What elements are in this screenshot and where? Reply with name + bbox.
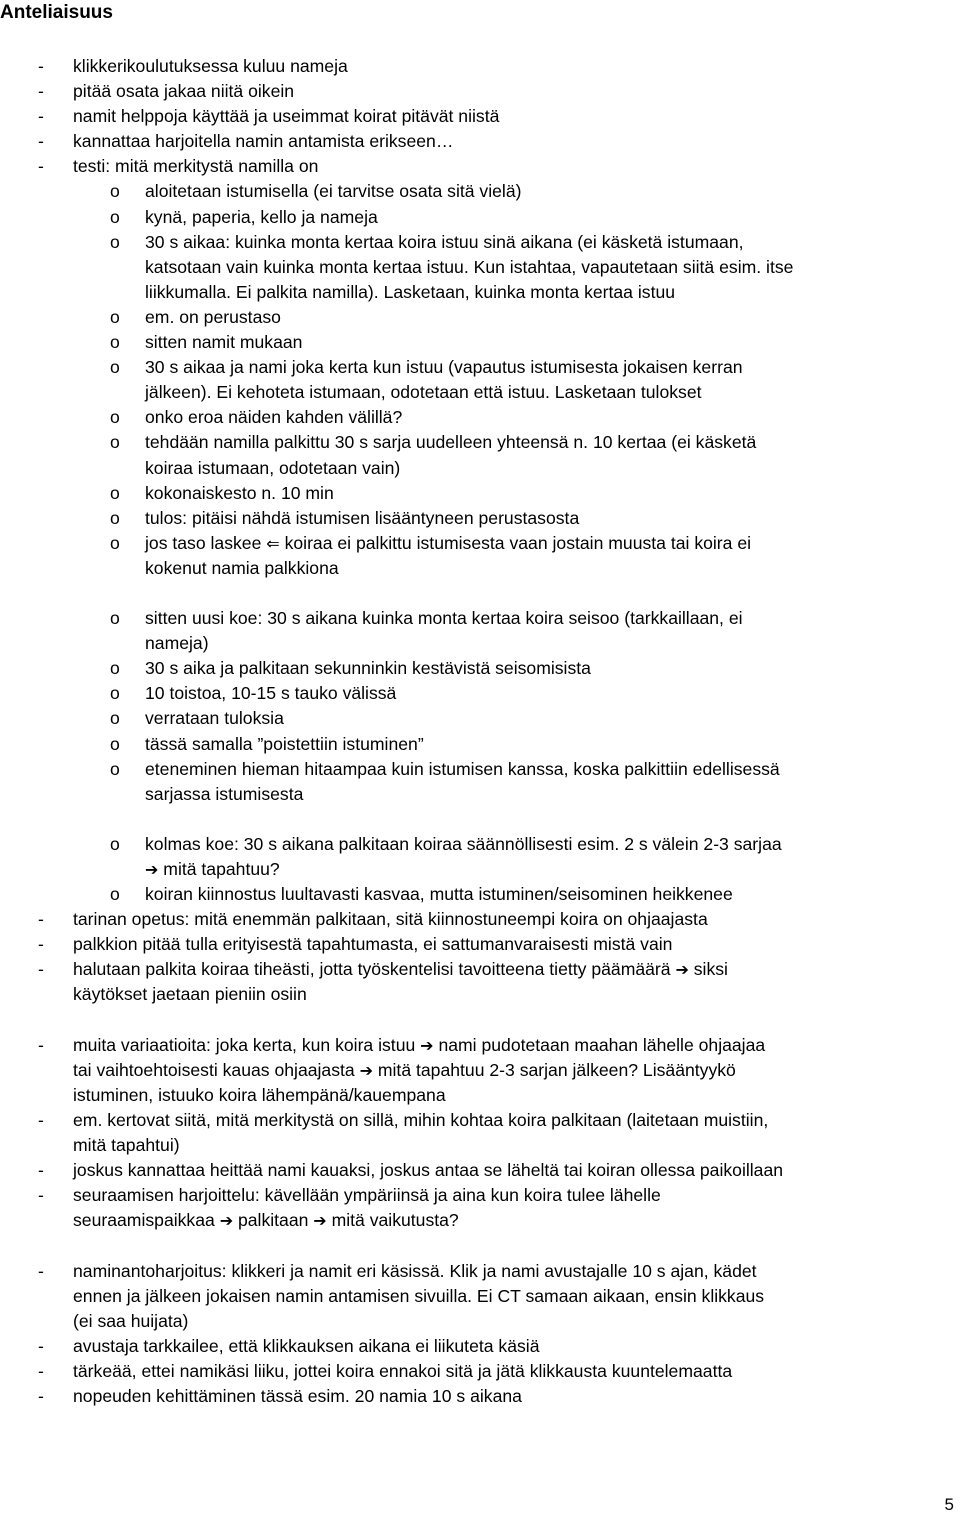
- document-body: [0, 54, 960, 1409]
- sub-list-item: [0, 606, 960, 631]
- list-item-text: avustaja tarkkailee, että klikkauksen aikana ei liikuteta käsiä: [73, 1335, 540, 1356]
- list-item: [0, 1183, 960, 1208]
- sub-list-item: [0, 556, 960, 581]
- dash-bullet: -: [38, 1160, 44, 1181]
- sub-list-item: [0, 506, 960, 531]
- list-item-text: koiraa istumaan, odotetaan vain): [145, 457, 401, 478]
- circle-bullet: o: [110, 181, 120, 202]
- list-item-text: 30 s aikaa: kuinka monta kertaa koira istuu sinä aikana (ei käsketä istumaan,: [145, 231, 744, 252]
- list-item-text: sarjassa istumisesta: [145, 783, 304, 804]
- dash-bullet: -: [38, 56, 44, 76]
- sub-list-item: [0, 706, 960, 731]
- list-item-text: sitten uusi koe: 30 s aikana kuinka monta kertaa koira seisoo (tarkkaillaan, ei: [145, 608, 743, 629]
- sub-list-item: [0, 882, 960, 907]
- sub-list-item: [0, 205, 960, 230]
- list-item-text: 30 s aika ja palkitaan sekunninkin kestävistä seisomisista: [145, 658, 591, 679]
- list-item-text: nopeuden kehittäminen tässä esim. 20 namia 10 s aikana: [73, 1385, 522, 1406]
- list-item-text: tässä samalla ”poistettiin istuminen”: [145, 733, 424, 754]
- list-item-text: tärkeää, ettei namikäsi liiku, jottei koira ennakoi sitä ja jätä klikkausta kuuntelemaatta: [73, 1360, 733, 1381]
- list-item: [0, 1284, 960, 1309]
- list-item-text: palkkion pitää tulla erityisestä tapahtumasta, ei sattumanvaraisesti mistä vain: [73, 934, 673, 955]
- dash-bullet: -: [38, 1260, 44, 1281]
- list-item: [0, 1108, 960, 1133]
- list-item-text: klikkerikoulutuksessa kuluu nameja: [73, 56, 348, 76]
- sub-list-item: [0, 330, 960, 355]
- circle-bullet: o: [110, 231, 120, 252]
- list-item-text: seuraamispaikkaa ➔ palkitaan ➔ mitä vaikutusta?: [73, 1210, 459, 1231]
- arrow-right-icon: ➔: [313, 1211, 327, 1231]
- list-item: [0, 1384, 960, 1409]
- arrow-right-icon: ➔: [219, 1211, 234, 1231]
- dash-bullet: -: [38, 1034, 44, 1055]
- blank-line: [0, 581, 960, 606]
- list-item-text: (ei saa huijata): [73, 1310, 189, 1331]
- list-item-text: käytökset jaetaan pieniin osiin: [73, 984, 307, 1005]
- sub-list-item: [0, 732, 960, 757]
- sub-list-item: [0, 631, 960, 656]
- list-item-text: istuminen, istuuko koira lähempänä/kauempana: [73, 1084, 446, 1105]
- dash-bullet: -: [38, 1385, 44, 1406]
- list-item-text: jos taso laskee ⇐ koiraa ei palkittu istumisesta vaan jostain muusta tai koira ei: [145, 532, 752, 553]
- list-item: [0, 982, 960, 1007]
- list-item-text: tai vaihtoehtoisesti kauas ohjaajasta ➔ mitä tapahtuu 2-3 sarjan jälkeen? Lisääntyykö: [73, 1059, 736, 1080]
- sub-list-item: [0, 230, 960, 255]
- list-item-text: sitten namit mukaan: [145, 332, 303, 353]
- circle-bullet: o: [110, 532, 120, 553]
- page-number: 5: [944, 1495, 954, 1514]
- dash-bullet: -: [38, 131, 44, 152]
- sub-list-item: [0, 305, 960, 330]
- circle-bullet: o: [110, 206, 120, 227]
- list-item-text: verrataan tuloksia: [145, 708, 284, 729]
- list-item: [0, 1158, 960, 1183]
- sub-list-item: [0, 481, 960, 506]
- arrow-right-icon: ➔: [145, 860, 159, 879]
- list-item: [0, 1359, 960, 1384]
- circle-bullet: o: [110, 332, 120, 353]
- dash-bullet: -: [38, 81, 44, 102]
- dash-bullet: -: [38, 156, 44, 177]
- list-item-text: katsotaan vain kuinka monta kertaa istuu. Kun istahtaa, vapautetaan siitä esim. itse: [145, 256, 794, 277]
- list-item-text: kokenut namia palkkiona: [145, 557, 339, 578]
- list-item-text: onko eroa näiden kahden välillä?: [145, 407, 403, 428]
- list-item-text: namit helppoja käyttää ja useimmat koirat pitävät niistä: [73, 106, 500, 127]
- sub-list-item: [0, 656, 960, 681]
- list-item-text: em. kertovat siitä, mitä merkitystä on sillä, mihin kohtaa koira palkitaan (laitetaan muistiin,: [73, 1109, 769, 1130]
- list-item: [0, 79, 960, 104]
- sub-list-item: [0, 857, 960, 882]
- list-item-text: kolmas koe: 30 s aikana palkitaan koiraa säännöllisesti esim. 2 s välein 2-3 sarjaa: [145, 833, 782, 854]
- list-item-text: nameja): [145, 633, 209, 654]
- list-item-text: jälkeen). Ei kehoteta istumaan, odotetaan että istuu. Lasketaan tulokset: [145, 382, 702, 403]
- sub-list-item: [0, 179, 960, 204]
- list-item-text: pitää osata jakaa niitä oikein: [73, 81, 295, 102]
- list-item: [0, 1309, 960, 1334]
- list-item-text: em. on perustaso: [145, 306, 281, 327]
- list-item-text: kynä, paperia, kello ja nameja: [145, 206, 378, 227]
- sub-list-item: [0, 832, 960, 857]
- circle-bullet: o: [110, 357, 120, 378]
- list-item-text: muita variaatioita: joka kerta, kun koira istuu ➔ nami pudotetaan maahan lähelle ohjaajaa: [73, 1034, 766, 1055]
- list-item-text: koiran kiinnostus luultavasti kasvaa, mutta istuminen/seisominen heikkenee: [145, 884, 733, 905]
- list-item-text: eteneminen hieman hitaampaa kuin istumisen kanssa, koska palkittiin edellisessä: [145, 758, 780, 779]
- list-item-text: ➔ mitä tapahtuu?: [145, 859, 280, 879]
- list-item-text: tehdään namilla palkittu 30 s sarja uudelleen yhteensä n. 10 kertaa (ei käsketä: [145, 432, 757, 453]
- list-item-text: naminantoharjoitus: klikkeri ja namit eri käsissä. Klik ja nami avustajalle 10 s ajan, kädet: [73, 1260, 757, 1281]
- list-item-text: testi: mitä merkitystä namilla on: [73, 156, 319, 177]
- list-item-text: 30 s aikaa ja nami joka kerta kun istuu (vapautus istumisesta jokaisen kerran: [145, 357, 743, 378]
- dash-bullet: -: [38, 106, 44, 127]
- list-item-text: kannattaa harjoitella namin antamista erikseen…: [73, 131, 454, 152]
- circle-bullet: o: [110, 407, 120, 428]
- list-item: [0, 1133, 960, 1158]
- list-item: [0, 1259, 960, 1284]
- circle-bullet: o: [110, 683, 120, 704]
- sub-list-item: [0, 782, 960, 807]
- circle-bullet: o: [110, 733, 120, 754]
- list-item: [0, 907, 960, 932]
- circle-bullet: o: [110, 482, 120, 503]
- circle-bullet: o: [110, 608, 120, 629]
- list-item: [0, 1334, 960, 1359]
- list-item-text: kokonaiskesto n. 10 min: [145, 482, 334, 503]
- dash-bullet: -: [38, 909, 44, 930]
- sub-list-item: [0, 430, 960, 455]
- sub-list-item: [0, 380, 960, 405]
- list-item: [0, 1083, 960, 1108]
- blank-line: [0, 807, 960, 832]
- circle-bullet: o: [110, 658, 120, 679]
- circle-bullet: o: [110, 306, 120, 327]
- dash-bullet: -: [38, 1185, 44, 1206]
- list-item: [0, 1208, 960, 1233]
- sub-list-item: [0, 255, 960, 280]
- sub-list-item: [0, 757, 960, 782]
- blank-line: [0, 1233, 960, 1258]
- circle-bullet: o: [110, 758, 120, 779]
- arrow-left-icon: ⇐: [266, 533, 280, 553]
- list-item-text: halutaan palkita koiraa tiheästi, jotta työskentelisi tavoitteena tietty päämäärä ➔ siksi: [73, 959, 728, 980]
- list-item-text: aloitetaan istumisella (ei tarvitse osata sitä vielä): [145, 181, 522, 202]
- list-item: [0, 104, 960, 129]
- sub-list-item: [0, 280, 960, 305]
- circle-bullet: o: [110, 884, 120, 905]
- dash-bullet: -: [38, 1335, 44, 1356]
- dash-bullet: -: [38, 1360, 44, 1381]
- list-item: [0, 1058, 960, 1083]
- list-item-text: 10 toistoa, 10-15 s tauko välissä: [145, 683, 397, 704]
- blank-line: [0, 1008, 960, 1033]
- list-item-text: joskus kannattaa heittää nami kauaksi, joskus antaa se läheltä tai koiran ollessa paikoillaan: [73, 1160, 784, 1181]
- list-item-text: tulos: pitäisi nähdä istumisen lisääntyneen perustasosta: [145, 507, 580, 528]
- list-item-text: tarinan opetus: mitä enemmän palkitaan, sitä kiinnostuneempi koira on ohjaajasta: [73, 909, 708, 930]
- list-item-text: ennen ja jälkeen jokaisen namin antamisen sivuilla. Ei CT samaan aikaan, ensin klikkaus: [73, 1285, 765, 1306]
- list-item-text: liikkumalla. Ei palkita namilla). Lasketaan, kuinka monta kertaa istuu: [145, 281, 676, 302]
- list-item: [0, 932, 960, 957]
- sub-list-item: [0, 681, 960, 706]
- list-item: [0, 1033, 960, 1058]
- sub-list-item: [0, 531, 960, 556]
- circle-bullet: o: [110, 708, 120, 729]
- sub-list-item: [0, 355, 960, 380]
- list-item-text: seuraamisen harjoittelu: kävellään ympäriinsä ja aina kun koira tulee lähelle: [73, 1185, 661, 1206]
- list-item: [0, 154, 960, 179]
- list-item: [0, 54, 960, 79]
- arrow-right-icon: ➔: [359, 1060, 373, 1080]
- arrow-right-icon: ➔: [675, 960, 689, 980]
- page-title: Anteliaisuus: [0, 2, 113, 23]
- list-item: [0, 129, 960, 154]
- circle-bullet: o: [110, 833, 120, 854]
- dash-bullet: -: [38, 1109, 44, 1130]
- arrow-right-icon: ➔: [420, 1035, 434, 1055]
- list-item-text: mitä tapahtui): [73, 1135, 180, 1156]
- sub-list-item: [0, 456, 960, 481]
- circle-bullet: o: [110, 507, 120, 528]
- list-item: [0, 957, 960, 982]
- circle-bullet: o: [110, 432, 120, 453]
- dash-bullet: -: [38, 934, 44, 955]
- sub-list-item: [0, 405, 960, 430]
- dash-bullet: -: [38, 959, 44, 980]
